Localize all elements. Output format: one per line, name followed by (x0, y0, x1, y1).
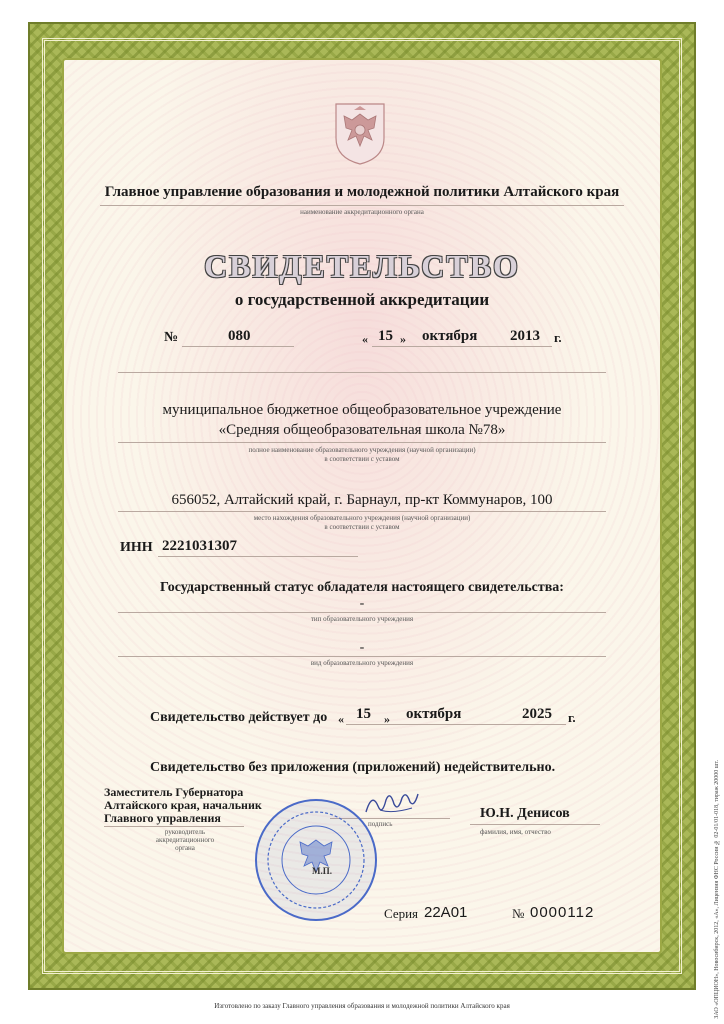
address-caption1: место нахождения образовательного учреждения (научной организации) (253, 514, 471, 522)
series-label: Серия (384, 906, 419, 921)
valid-day: 15 (356, 706, 371, 722)
validity-notice: Свидетельство без приложения (приложений) недействительно. (150, 760, 556, 775)
organization-caption2: в соответствии с уставом (324, 455, 400, 463)
issue-open-quote: « (362, 332, 368, 346)
valid-year: 2025 (522, 706, 552, 722)
document-title: СВИДЕТЕЛЬСТВО (204, 248, 520, 284)
series-value: 22А01 (424, 904, 468, 921)
number-label: № (164, 330, 179, 345)
organization-line2: «Средняя общеобразовательная школа №78» (218, 422, 506, 438)
position-line2: Алтайского края, начальник (104, 798, 262, 812)
document-subtitle: о государственной аккредитации (234, 290, 490, 309)
organization-caption1: полное наименование образовательного учреждения (научной организации) (248, 446, 476, 454)
official-stamp-icon (252, 796, 380, 924)
status-kind-value: - (359, 640, 365, 655)
address-value: 656052, Алтайский край, г. Барнаул, пр-кт Коммунаров, 100 (171, 492, 553, 508)
printer-side-note: ЗАО «ОПЦИОН», Новосибирск, 2012, «А», Лицензия ФНС России № 02-01/01-018, тираж 20000 шт. (714, 760, 720, 1019)
number-value: 080 (228, 328, 251, 344)
stamp-label: М.П. (312, 866, 332, 876)
name-caption: фамилия, имя, отчество (480, 828, 551, 836)
signature-caption: подпись (368, 820, 393, 828)
position-caption2: аккредитационного (155, 836, 215, 844)
series-number-label: № (512, 906, 525, 921)
position-caption3: органа (175, 844, 195, 852)
authority-caption: наименование аккредитационного органа (300, 208, 424, 216)
issue-year-suffix: г. (554, 330, 562, 345)
status-kind-caption: вид образовательного учреждения (310, 659, 414, 667)
signatory-position (104, 786, 262, 825)
position-line1: Заместитель Губернатора (104, 785, 244, 799)
position-caption (130, 828, 240, 852)
organization-line1: муниципальное бюджетное общеобразовательное учреждение (162, 402, 562, 418)
signatory-name: Ю.Н. Денисов (480, 806, 570, 821)
status-type-value: - (359, 596, 365, 611)
address-caption2: в соответствии с уставом (324, 523, 400, 531)
position-caption1: руководитель (164, 828, 206, 836)
valid-close-quote: » (384, 712, 390, 726)
series-number-value: 0000112 (530, 904, 595, 921)
valid-open-quote: « (338, 712, 344, 726)
position-line3: Главного управления (104, 811, 221, 825)
issue-day: 15 (378, 328, 393, 344)
valid-until-label: Свидетельство действует до (150, 710, 328, 725)
issue-close-quote: » (400, 332, 406, 346)
issue-month: октября (422, 328, 478, 344)
valid-month: октября (406, 706, 462, 722)
footer-note: Изготовлено по заказу Главного управления образования и молодежной политики Алтайского края (214, 1002, 510, 1010)
issue-year: 2013 (510, 328, 540, 344)
valid-year-suffix: г. (568, 710, 576, 725)
status-heading: Государственный статус обладателя настоящего свидетельства: (160, 580, 564, 595)
inn-label: ИНН (120, 540, 153, 555)
coat-of-arms-icon (330, 100, 390, 166)
inn-value: 2221031307 (162, 538, 237, 554)
status-type-caption: тип образовательного учреждения (310, 615, 414, 623)
authority-name: Главное управление образования и молодежной политики Алтайского края (104, 184, 620, 200)
